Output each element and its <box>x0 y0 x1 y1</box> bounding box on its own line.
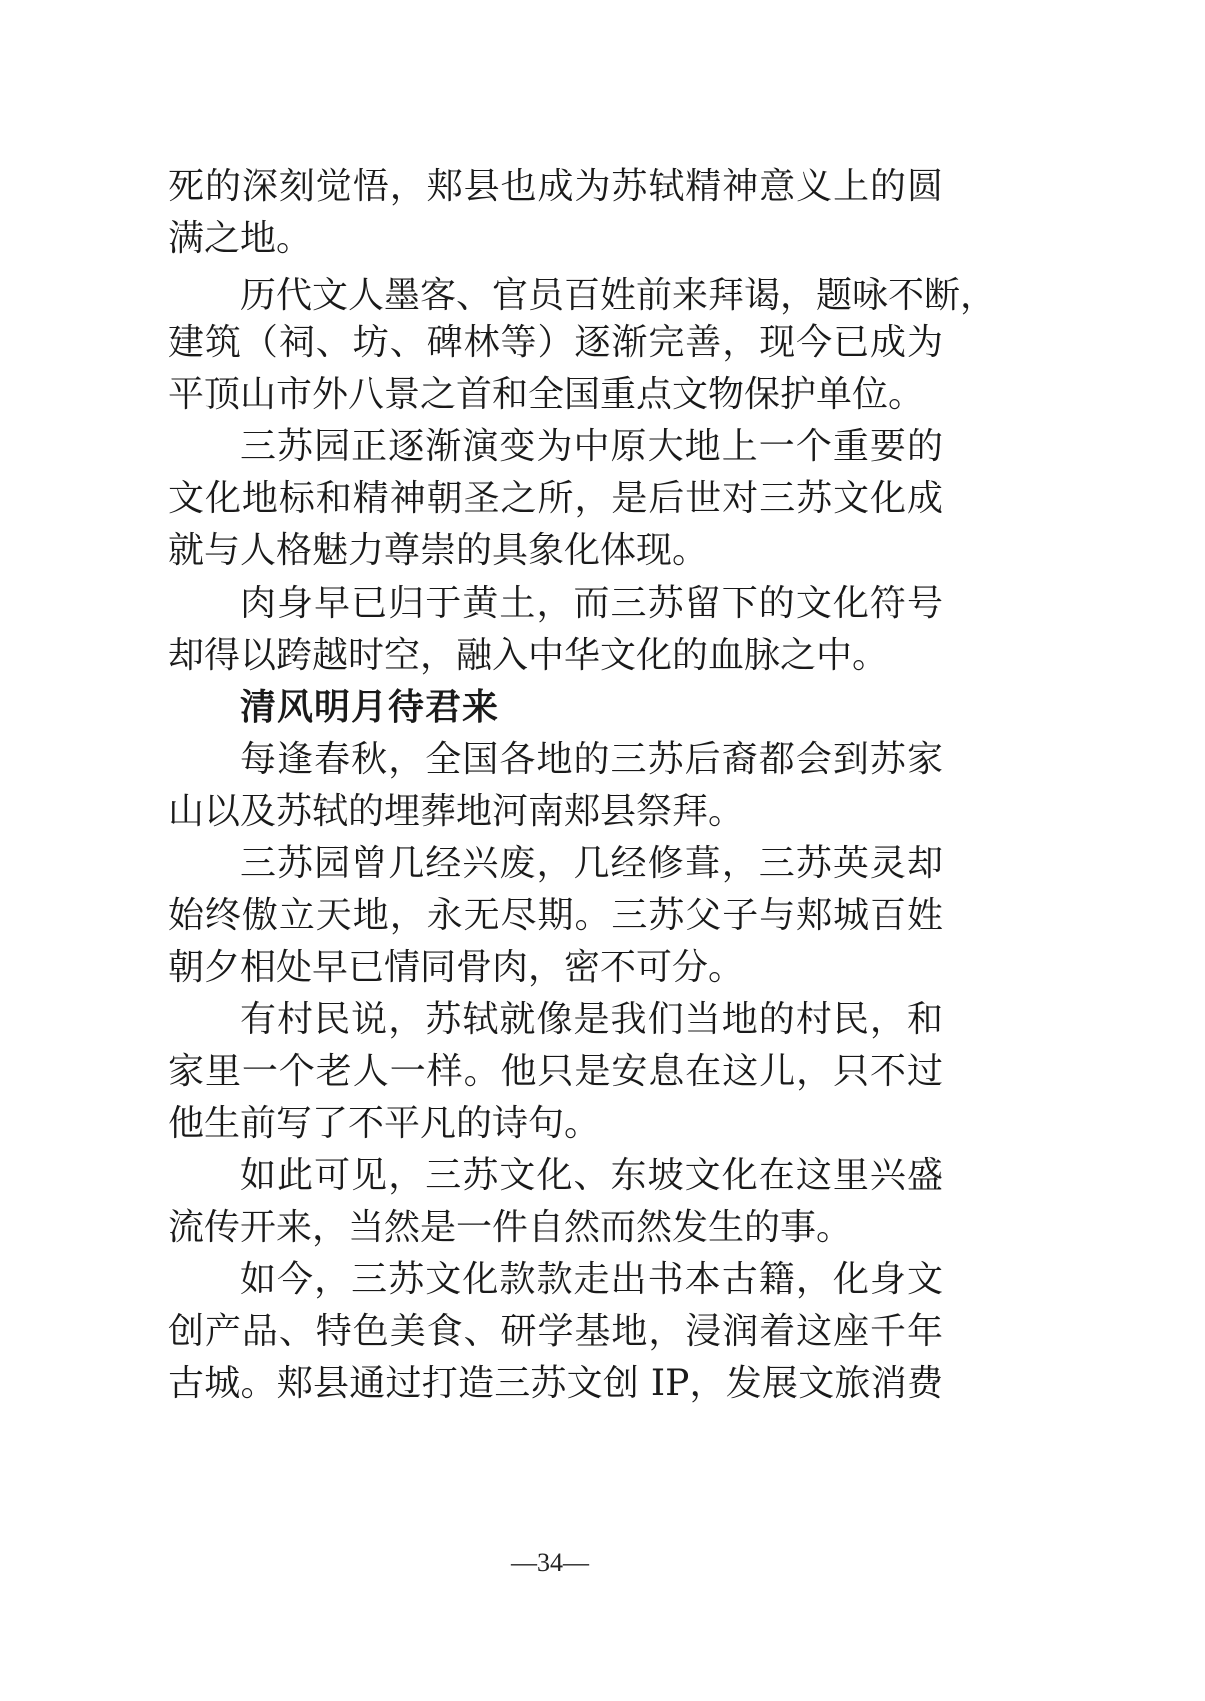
page-number: —34— <box>511 1548 589 1577</box>
paragraph-first-line: 三苏园曾几经兴废，几经修葺，三苏英灵却 <box>240 843 943 884</box>
paragraph-first-line: 肉身早已归于黄土，而三苏留下的文化符号 <box>240 583 943 624</box>
body-line: 始终傲立天地，永无尽期。三苏父子与郏城百姓 <box>168 895 943 936</box>
paragraph-first-line: 历代文人墨客、官员百姓前来拜谒，题咏不断， <box>240 275 997 316</box>
section-heading: 清风明月待君来 <box>240 687 500 728</box>
body-line: 流传开来，当然是一件自然而然发生的事。 <box>168 1207 853 1248</box>
paragraph-first-line: 每逢春秋，全国各地的三苏后裔都会到苏家 <box>240 739 943 780</box>
body-line: 建筑（祠、坊、碑林等）逐渐完善，现今已成为 <box>168 322 943 363</box>
body-line: 却得以跨越时空，融入中华文化的血脉之中。 <box>168 635 889 676</box>
body-line: 他生前写了不平凡的诗句。 <box>168 1103 601 1144</box>
paragraph-first-line: 如此可见，三苏文化、东坡文化在这里兴盛 <box>240 1155 943 1196</box>
body-line: 朝夕相处早已情同骨肉，密不可分。 <box>168 947 745 988</box>
body-line: 家里一个老人一样。他只是安息在这儿，只不过 <box>168 1051 943 1092</box>
paragraph-first-line: 有村民说，苏轼就像是我们当地的村民，和 <box>240 999 943 1040</box>
paragraph-first-line: 如今，三苏文化款款走出书本古籍，化身文 <box>240 1259 943 1300</box>
body-line: 文化地标和精神朝圣之所，是后世对三苏文化成 <box>168 478 943 519</box>
body-line: 山以及苏轼的埋葬地河南郏县祭拜。 <box>168 791 745 832</box>
body-line: 死的深刻觉悟，郏县也成为苏轼精神意义上的圆 <box>168 166 943 207</box>
body-line: 平顶山市外八景之首和全国重点文物保护单位。 <box>168 374 925 415</box>
paragraph-first-line: 三苏园正逐渐演变为中原大地上一个重要的 <box>240 426 943 467</box>
body-line: 创产品、特色美食、研学基地，浸润着这座千年 <box>168 1311 943 1352</box>
body-line: 古城。郏县通过打造三苏文创 IP，发展文旅消费 <box>168 1363 943 1404</box>
body-line: 满之地。 <box>168 218 313 259</box>
body-line: 就与人格魅力尊崇的具象化体现。 <box>168 530 709 571</box>
